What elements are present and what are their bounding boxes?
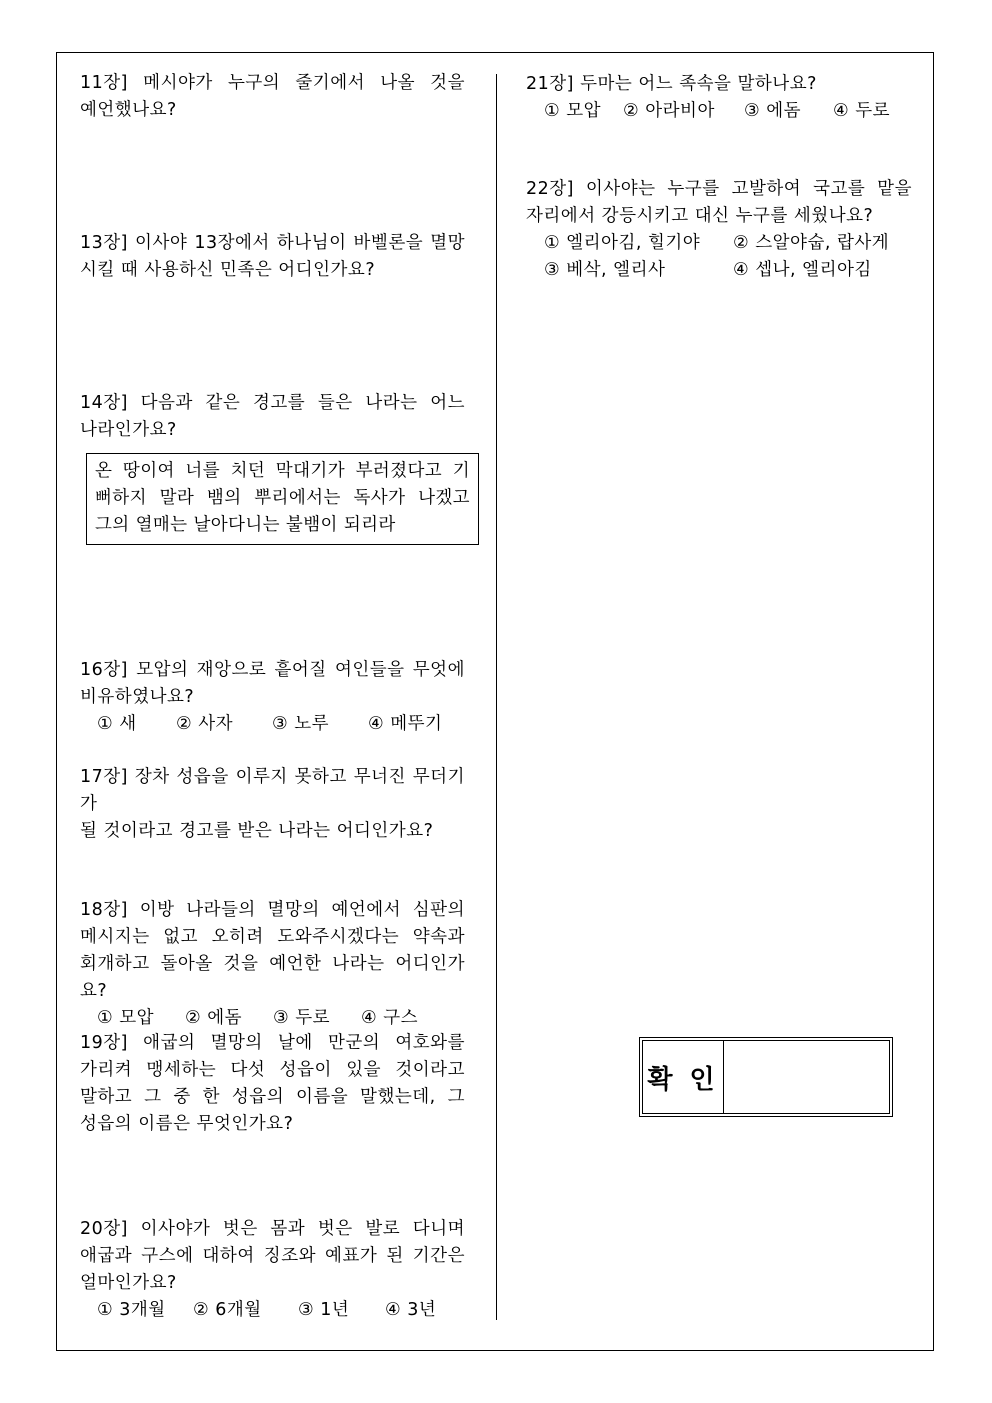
option-2[interactable]: ② 에돔 bbox=[185, 1008, 243, 1028]
question-11 bbox=[80, 70, 465, 124]
question-13-line-1: 13장] 이사야 13장에서 하나님이 바벨론을 멸망 bbox=[80, 233, 465, 253]
question-14 bbox=[80, 390, 465, 444]
question-19-line-1: 19장] 애굽의 멸망의 날에 만군의 여호와를 bbox=[80, 1033, 465, 1053]
question-14-line-2: 나라인가요? bbox=[80, 420, 177, 440]
question-22-options-row-1 bbox=[526, 230, 912, 257]
question-16-line-1: 16장] 모압의 재앙으로 흩어질 여인들을 무엇에 bbox=[80, 660, 465, 680]
question-17-line-1: 17장] 장차 성읍을 이루지 못하고 무너진 무더기가 bbox=[80, 767, 465, 814]
option-1[interactable]: ① 새 bbox=[97, 714, 137, 734]
option-3[interactable]: ③ 베삭, 엘리사 bbox=[544, 260, 666, 280]
question-19-line-2: 가리켜 맹세하는 다섯 성읍이 있을 것이라고 bbox=[80, 1060, 465, 1080]
option-1[interactable]: ① 엘리아김, 힐기야 bbox=[544, 233, 701, 253]
question-22-line-2: 자리에서 강등시키고 대신 누구를 세웠나요? bbox=[526, 206, 874, 226]
question-11-line-1: 11장] 메시야가 누구의 줄기에서 나올 것을 bbox=[80, 73, 465, 93]
option-1[interactable]: ① 3개월 bbox=[97, 1300, 166, 1320]
question-20-line-3: 얼마인가요? bbox=[80, 1273, 177, 1293]
option-4[interactable]: ④ 구스 bbox=[361, 1008, 419, 1028]
option-2[interactable]: ② 6개월 bbox=[193, 1300, 262, 1320]
confirm-box-inner bbox=[642, 1040, 890, 1114]
question-16-line-2: 비유하였나요? bbox=[80, 687, 195, 707]
question-18 bbox=[80, 897, 465, 1032]
question-19-line-3: 말하고 그 중 한 성읍의 이름을 말했는데, 그 bbox=[80, 1087, 465, 1107]
option-3[interactable]: ③ 두로 bbox=[273, 1008, 331, 1028]
question-18-line-1: 18장] 이방 나라들의 멸망의 예언에서 심판의 bbox=[80, 900, 465, 920]
question-21 bbox=[526, 71, 912, 125]
question-20-options bbox=[80, 1297, 465, 1324]
question-21-options bbox=[526, 98, 912, 125]
confirm-box bbox=[639, 1037, 893, 1117]
option-3[interactable]: ③ 노루 bbox=[272, 714, 330, 734]
option-1[interactable]: ① 모압 bbox=[97, 1008, 155, 1028]
question-11-line-2: 예언했나요? bbox=[80, 100, 177, 120]
question-16 bbox=[80, 657, 465, 738]
column-divider bbox=[496, 74, 497, 1320]
quote-line-1: 온 땅이여 너를 치던 막대기가 부러졌다고 기 bbox=[95, 461, 470, 481]
confirm-label: 확 인 bbox=[643, 1041, 724, 1113]
quote-line-3: 그의 열매는 날아다니는 불뱀이 되리라 bbox=[95, 515, 396, 535]
option-2[interactable]: ② 아라비아 bbox=[623, 101, 715, 121]
option-3[interactable]: ③ 1년 bbox=[298, 1300, 350, 1320]
question-22-options-row-2 bbox=[526, 257, 912, 284]
question-21-line-1: 21장] 두마는 어느 족속을 말하나요? bbox=[526, 74, 817, 94]
question-20 bbox=[80, 1216, 465, 1324]
question-17-line-2: 될 것이라고 경고를 받은 나라는 어디인가요? bbox=[80, 821, 434, 841]
option-2[interactable]: ② 스알야숩, 랍사게 bbox=[733, 233, 890, 253]
confirm-signature-area[interactable] bbox=[724, 1041, 889, 1113]
question-20-line-2: 애굽과 구스에 대하여 징조와 예표가 된 기간은 bbox=[80, 1246, 465, 1266]
question-13 bbox=[80, 230, 465, 284]
question-20-line-1: 20장] 이사야가 벗은 몸과 벗은 발로 다니며 bbox=[80, 1219, 465, 1239]
question-19 bbox=[80, 1030, 465, 1138]
question-14-quote-box bbox=[86, 453, 479, 545]
option-4[interactable]: ④ 메뚜기 bbox=[368, 714, 443, 734]
question-22 bbox=[526, 176, 912, 284]
option-3[interactable]: ③ 에돔 bbox=[744, 101, 802, 121]
question-19-line-4: 성읍의 이름은 무엇인가요? bbox=[80, 1114, 294, 1134]
question-14-line-1: 14장] 다음과 같은 경고를 들은 나라는 어느 bbox=[80, 393, 465, 413]
option-2[interactable]: ② 사자 bbox=[176, 714, 234, 734]
question-13-line-2: 시킬 때 사용하신 민족은 어디인가요? bbox=[80, 260, 376, 280]
option-1[interactable]: ① 모압 bbox=[544, 101, 602, 121]
option-4[interactable]: ④ 셉나, 엘리아김 bbox=[733, 260, 872, 280]
question-18-line-3: 회개하고 돌아올 것을 예언한 나라는 어디인가요? bbox=[80, 954, 465, 1001]
question-16-options bbox=[80, 711, 465, 738]
option-4[interactable]: ④ 두로 bbox=[833, 101, 891, 121]
question-18-options bbox=[80, 1005, 465, 1032]
question-18-line-2: 메시지는 없고 오히려 도와주시겠다는 약속과 bbox=[80, 927, 465, 947]
quote-line-2: 뻐하지 말라 뱀의 뿌리에서는 독사가 나겠고 bbox=[95, 488, 470, 508]
option-4[interactable]: ④ 3년 bbox=[385, 1300, 437, 1320]
question-17 bbox=[80, 764, 465, 845]
question-22-line-1: 22장] 이사야는 누구를 고발하여 국고를 맡을 bbox=[526, 179, 912, 199]
